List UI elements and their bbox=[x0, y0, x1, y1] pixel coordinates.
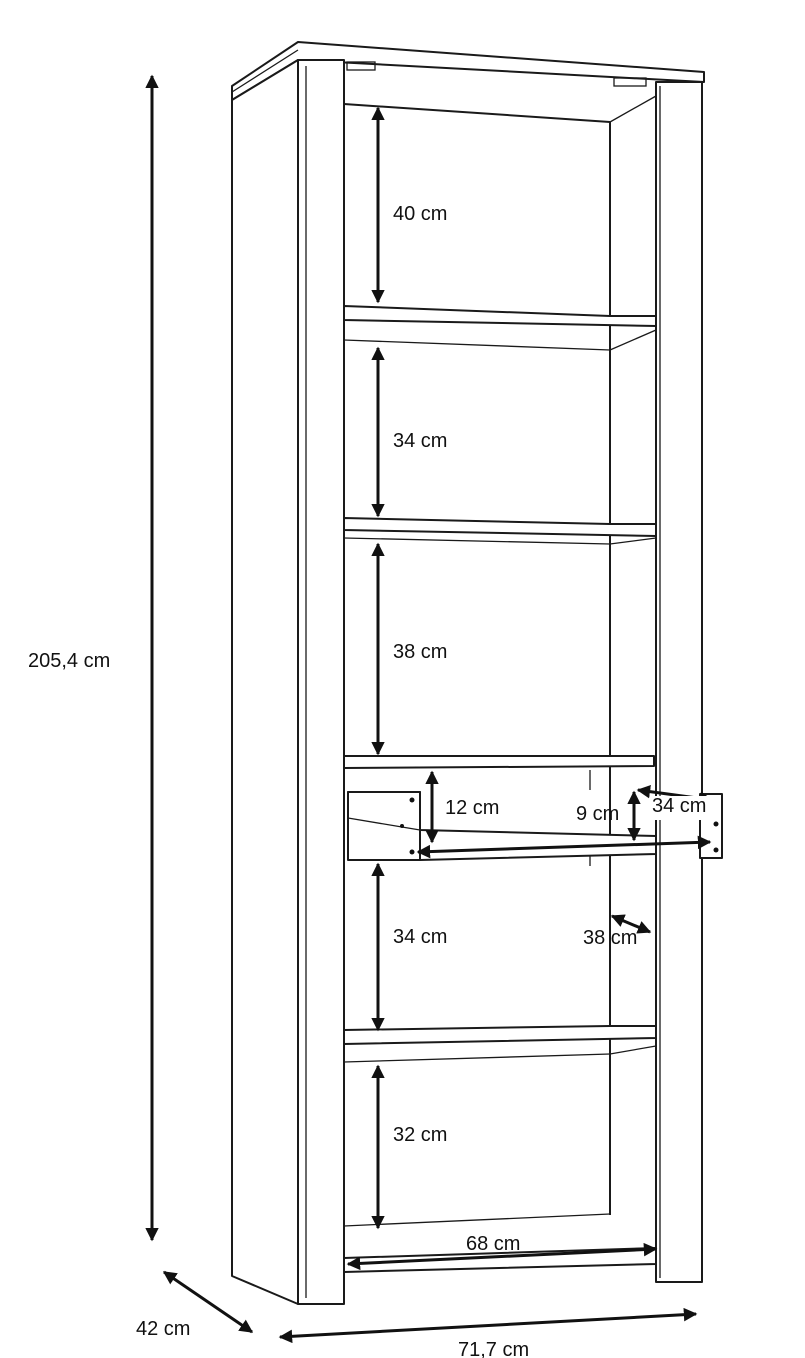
right-front-stile bbox=[656, 82, 702, 1282]
label-shelf-1: 40 cm bbox=[393, 203, 448, 225]
label-shelf-3: 38 cm bbox=[393, 641, 448, 663]
label-total-width: 71,7 cm bbox=[458, 1339, 530, 1358]
label-drawer-front-height: 12 cm bbox=[445, 797, 500, 819]
label-inner-width: 68 cm bbox=[466, 1233, 521, 1255]
cabinet-body bbox=[232, 42, 707, 1304]
width-arrow bbox=[280, 1314, 696, 1337]
left-front-stile bbox=[298, 60, 344, 1304]
label-shelf-2: 34 cm bbox=[393, 430, 448, 452]
label-total-height: 205,4 cm bbox=[28, 650, 111, 672]
label-drawer-width: 38 cm bbox=[583, 927, 638, 949]
label-shelf-4: 34 cm bbox=[393, 926, 448, 948]
label-shelf-5: 32 cm bbox=[393, 1124, 448, 1146]
label-depth: 42 cm bbox=[136, 1318, 191, 1340]
label-drawer-inner-height: 9 cm bbox=[576, 803, 620, 825]
dimension-labels bbox=[24, 203, 716, 1358]
label-drawer-depth: 34 cm bbox=[652, 795, 707, 817]
drawer-left-side bbox=[348, 792, 420, 860]
shelf-3 bbox=[344, 756, 654, 768]
left-side-panel bbox=[232, 60, 298, 1304]
